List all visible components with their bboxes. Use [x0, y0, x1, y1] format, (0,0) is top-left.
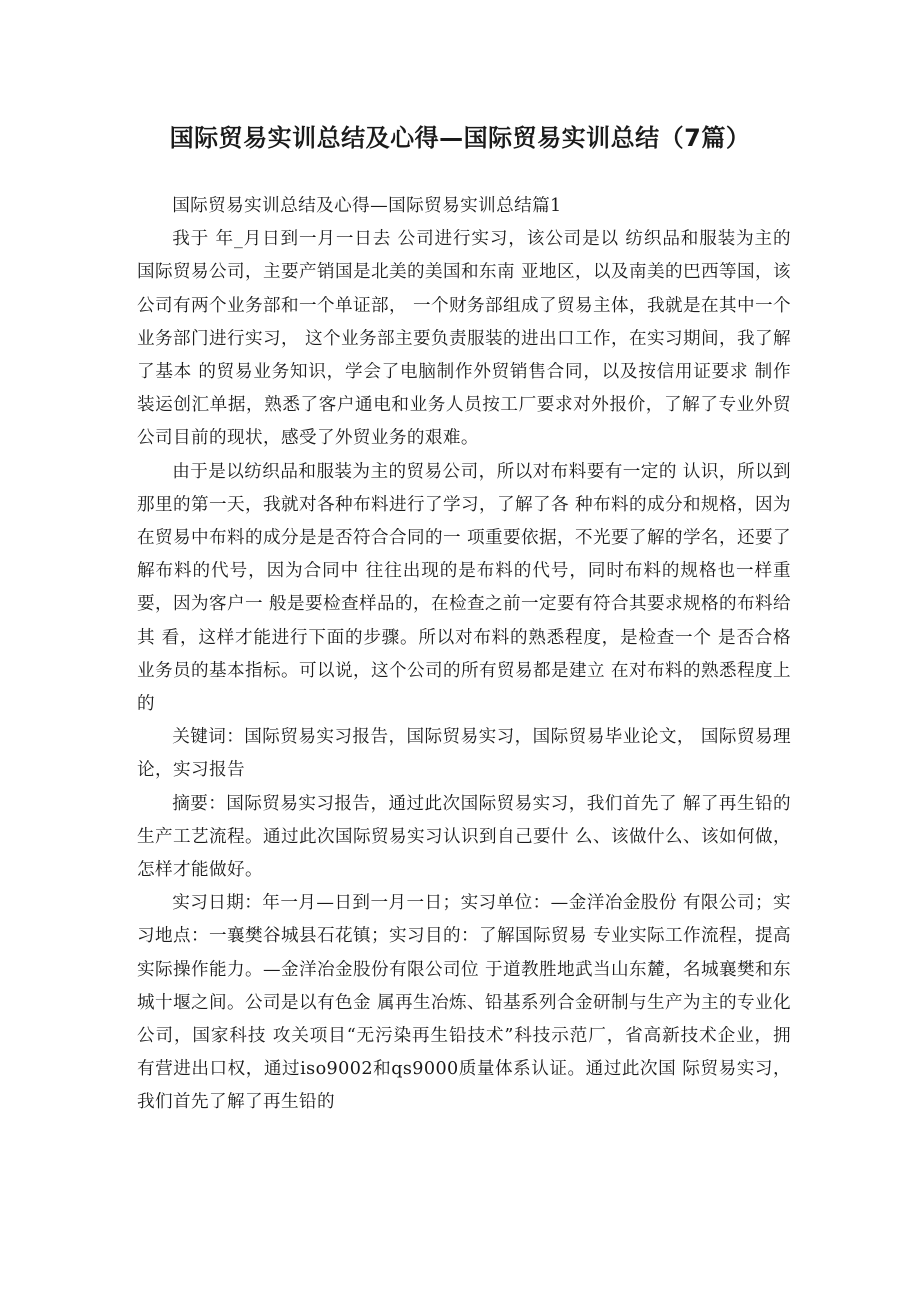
- paragraph-fabric-knowledge: 由于是以纺织品和服装为主的贸易公司，所以对布料要有一定的 认识，所以到那里的第一天，我就对各种布料进行了学习，了解了各 种布料的成分和规格，因为在贸易中布料的成分是是否符合合同的一 项重要依据，不光要了解的学名，还要了解布料的代号，因为合同中 往往出现的是布料的代号，同时布料的规格也一样重要，因为客户一 般是要检查样品的，在检查之前一定要有符合其要求规格的布料给其 看，这样才能进行下面的步骤。所以对布料的熟悉程度，是检查一个 是否合格业务员的基本指标。可以说，这个公司的所有贸易都是建立 在对布料的熟悉程度上的: [137, 461, 791, 715]
- paragraph-abstract: 摘要：国际贸易实习报告，通过此次国际贸易实习，我们首先了 解了再生铅的生产工艺流程。通过此次国际贸易实习认识到自己要什 么、该做什么、该如何做，怎样才能做好。: [137, 793, 791, 881]
- document-body: [137, 190, 791, 1120]
- document-title: 国际贸易实训总结及心得—国际贸易实训总结（7篇）: [169, 124, 751, 152]
- section-heading: 国际贸易实训总结及心得—国际贸易实训总结篇1: [172, 196, 562, 216]
- paragraph-internship-details: 实习日期：年一月—日到一月一日；实习单位：—金洋冶金股份 有限公司；实习地点：一襄樊谷城县石花镇；实习目的：了解国际贸易 专业实际工作流程，提高实际操作能力。—金洋冶金股份有限公司位 于道教胜地武当山东麓，名城襄樊和东城十堰之间。公司是以有色金 属再生冶炼、铅基系列合金研制与生产为主的专业化公司，国家科技 攻关项目“无污染再生铅技术”科技示范厂，省高新技术企业，拥 有营进出口权，通过iso9002和qs9000质量体系认证。通过此次国 际贸易实习，我们首先了解了再生铅的: [137, 893, 791, 1113]
- paragraph-internship-intro: 我于 年_月日到一月一日去 公司进行实习，该公司是以 纺织品和服装为主的国际贸易公司，主要产销国是北美的美国和东南 亚地区，以及南美的巴西等国，该公司有两个业务部和一个单证部， 一个财务部组成了贸易主体，我就是在其中一个业务部门进行实习， 这个业务部主要负责服装的进出口工作，在实习期间，我了解了基本 的贸易业务知识，学会了电脑制作外贸销售合同，以及按信用证要求 制作装运创汇单据，熟悉了客户通电和业务人员按工厂要求对外报价，了解了专业外贸公司目前的现状，感受了外贸业务的艰难。: [137, 229, 791, 449]
- paragraph-keywords: 关键词：国际贸易实习报告，国际贸易实习，国际贸易毕业论文， 国际贸易理论，实习报告: [137, 727, 791, 781]
